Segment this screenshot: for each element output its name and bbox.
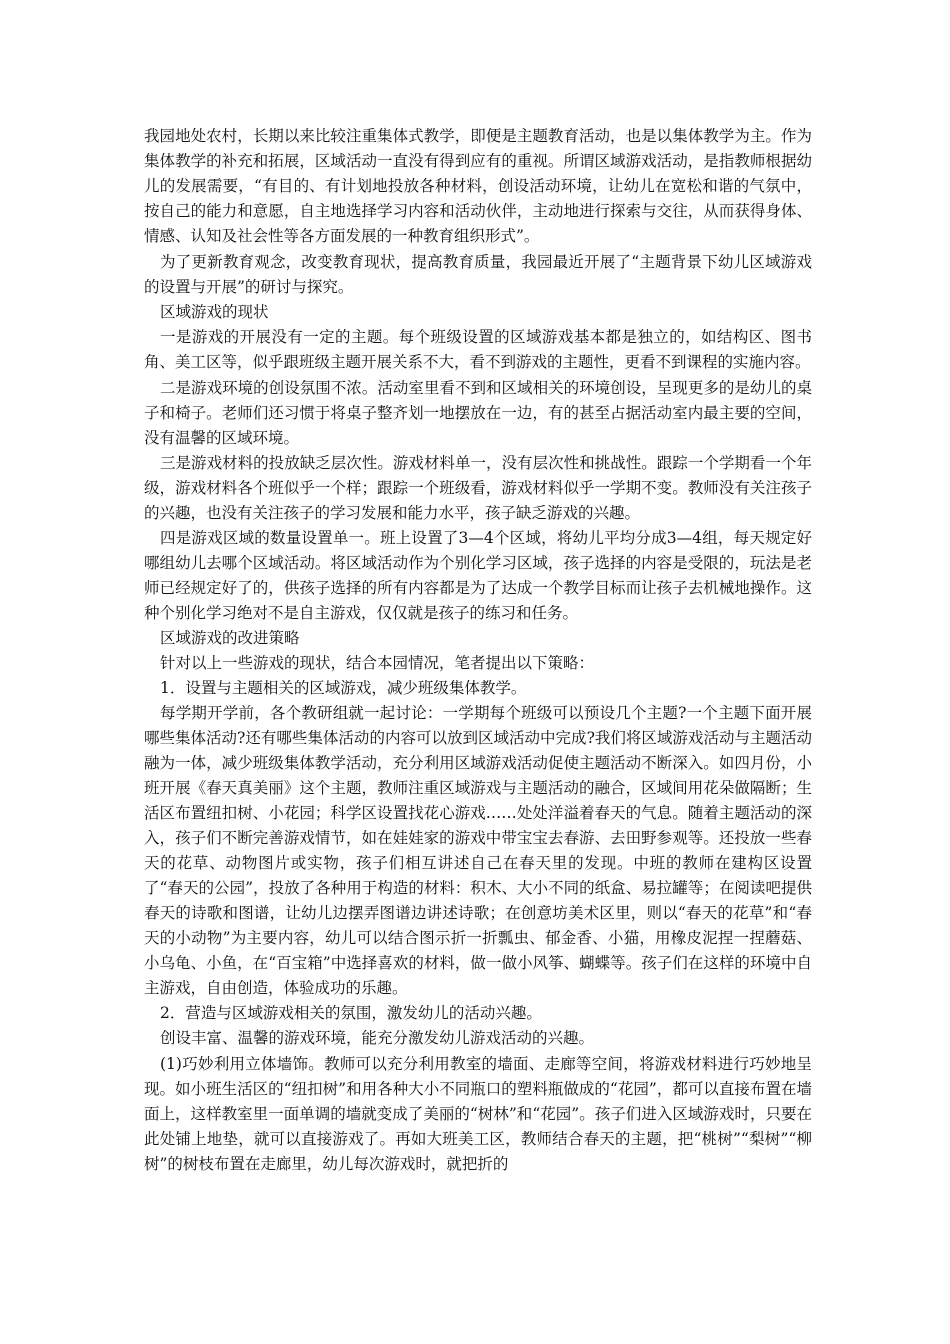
paragraph-strategy-1: 每学期开学前，各个教研组就一起讨论：一学期每个班级可以预设几个主题?一个主题下面开展哪些集体活动?还有哪些集体活动的内容可以放到区域活动中完成?我们将区域游戏活动与主题活动融为一体，减少班级集体教学活动，充分利用区域游戏活动促使主题活动不断深入。如四月份，小班开展《春天真美丽》这个主题，教师注重区域游戏与主题活动的融合，区域间用花朵做隔断；生活区布置纽扣树、小花园；科学区设置找花心游戏……处处洋溢着春天的气息。随着主题活动的深入，孩子们不断完善游戏情节，如在娃娃家的游戏中带宝宝去春游、去田野参观等。还投放一些春天的花草、动物图片或实物，孩子们相互讲述自己在春天里的发现。中班的教师在建构区设置了“春天的公园”，投放了各种用于构造的材料：积木、大小不同的纸盒、易拉罐等；在阅读吧提供春天的诗歌和图谱，让幼儿边摆弄图谱边讲述诗歌；在创意坊美术区里，则以“春天的花草”和“春天的小动物”为主要内容，幼儿可以结合图示折一折瓢虫、郁金香、小猫，用橡皮泥捏一捏蘑菇、小乌龟、小鱼，在“百宝箱”中选择喜欢的材料，做一做小风筝、蝴蝶等。孩子们在这样的环境中自主游戏，自由创造，体验成功的乐趣。	[144, 704, 812, 997]
paragraph-strategy-2-1: (1)巧妙利用立体墙饰。教师可以充分利用教室的墙面、走廊等空间，将游戏材料进行巧妙地呈现。如小班生活区的“纽扣树”和用各种大小不同瓶口的塑料瓶做成的“花园”，都可以直接布置在墙面上，这样教室里一面单调的墙就变成了美丽的“树林”和“花园”。孩子们进入区域游戏时，只要在此处铺上地垫，就可以直接游戏了。再如大班美工区，教师结合春天的主题，把“桃树”“梨树”“柳树”的树枝布置在走廊里，幼儿每次游戏时，就把折的	[144, 1055, 812, 1173]
section-heading-strategy: 区域游戏的改进策略	[160, 629, 300, 647]
paragraph-status-2: 二是游戏环境的创设氛围不浓。活动室里看不到和区域相关的环境创设，呈现更多的是幼儿的桌子和椅子。老师们还习惯于将桌子整齐划一地摆放在一边，有的甚至占据活动室内最主要的空间，没有温馨的区域环境。	[144, 379, 812, 447]
paragraph-status-3: 三是游戏材料的投放缺乏层次性。游戏材料单一，没有层次性和挑战性。跟踪一个学期看一个年级，游戏材料各个班似乎一个样；跟踪一个班级看，游戏材料似乎一学期不变。教师没有关注孩子的兴趣，也没有关注孩子的学习发展和能力水平，孩子缺乏游戏的兴趣。	[144, 454, 812, 522]
subheading-strategy-1: 1．设置与主题相关的区域游戏，减少班级集体教学。	[160, 679, 527, 697]
subheading-strategy-2: 2．营造与区域游戏相关的氛围，激发幼儿的活动兴趣。	[160, 1004, 542, 1022]
paragraph-intro: 我园地处农村，长期以来比较注重集体式教学，即便是主题教育活动，也是以集体教学为主。作为集体教学的补充和拓展，区域活动一直没有得到应有的重视。所谓区域游戏活动，是指教师根据幼儿的发展需要，“有目的、有计划地投放各种材料，创设活动环境，让幼儿在宽松和谐的气氛中，按自己的能力和意愿，自主地选择学习内容和活动伙伴，主动地进行探索与交往，从而获得身体、情感、认知及社会性等各方面发展的一种教育组织形式”。	[144, 127, 812, 245]
paragraph-purpose: 为了更新教育观念，改变教育现状，提高教育质量，我园最近开展了“主题背景下幼儿区域游戏的设置与开展”的研讨与探究。	[144, 253, 812, 296]
paragraph-strategy-intro: 针对以上一些游戏的现状，结合本园情况，笔者提出以下策略：	[160, 654, 595, 672]
paragraph-status-1: 一是游戏的开展没有一定的主题。每个班级设置的区域游戏基本都是独立的，如结构区、图书角、美工区等，似乎跟班级主题开展关系不大，看不到游戏的主题性，更看不到课程的实施内容。	[144, 328, 812, 371]
section-heading-status: 区域游戏的现状	[160, 303, 269, 321]
document-body	[144, 124, 812, 1177]
paragraph-status-4: 四是游戏区域的数量设置单一。班上设置了3—4个区域，将幼儿平均分成3—4组，每天规定好哪组幼儿去哪个区域活动。将区域活动作为个别化学习区域，孩子选择的内容是受限的，玩法是老师已经规定好了的，供孩子选择的所有内容都是为了达成一个教学目标而让孩子去机械地操作。这种个别化学习绝对不是自主游戏，仅仅就是孩子的练习和任务。	[144, 529, 812, 622]
paragraph-strategy-2: 创设丰富、温馨的游戏环境，能充分激发幼儿游戏活动的兴趣。	[160, 1029, 595, 1047]
